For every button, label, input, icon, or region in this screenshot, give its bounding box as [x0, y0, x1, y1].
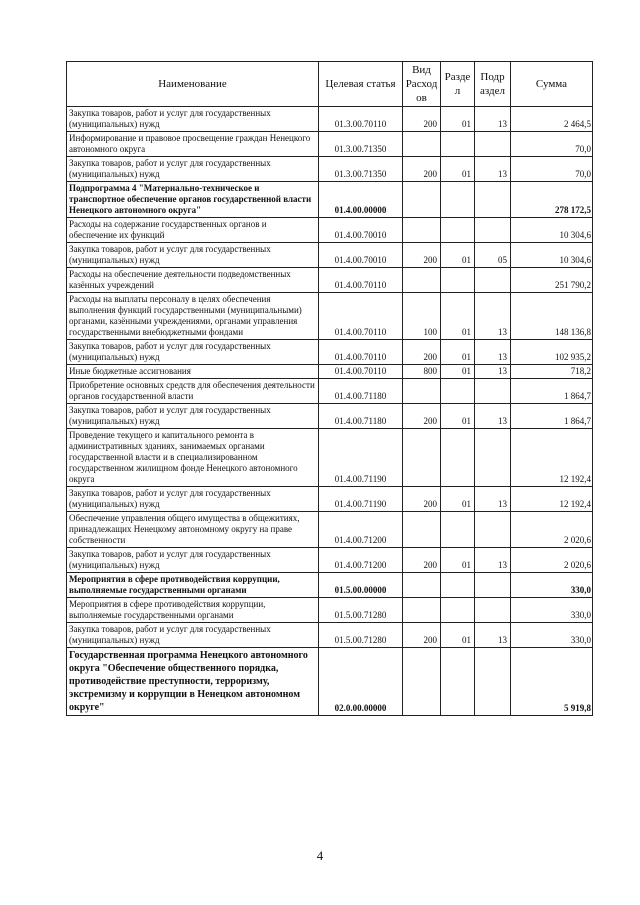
table-row [67, 340, 593, 365]
cell-sum: 70,0 [511, 157, 593, 182]
cell-podrazdel [475, 512, 511, 548]
cell-sum: 12 192,4 [511, 429, 593, 487]
cell-code: 01.4.00.00000 [319, 182, 403, 218]
cell-razdel [441, 182, 475, 218]
cell-razdel: 01 [441, 340, 475, 365]
header-razdel: Разде л [441, 62, 475, 107]
cell-vid [403, 648, 441, 716]
cell-name: Закупка товаров, работ и услуг для государственных (муниципальных) нужд [67, 404, 319, 429]
cell-name: Закупка товаров, работ и услуг для государственных (муниципальных) нужд [67, 548, 319, 573]
table-row [67, 648, 593, 716]
cell-name: Закупка товаров, работ и услуг для государственных (муниципальных) нужд [67, 340, 319, 365]
cell-name: Проведение текущего и капитального ремонта в административных зданиях, занимаемых органами государственной власти и в специализированном государственном жилищном фонде Ненецкого автономного округа [67, 429, 319, 487]
header-sum: Сумма [511, 62, 593, 107]
cell-razdel [441, 648, 475, 716]
cell-sum: 2 464,5 [511, 107, 593, 132]
cell-vid: 100 [403, 293, 441, 340]
cell-vid [403, 268, 441, 293]
cell-vid: 200 [403, 623, 441, 648]
cell-razdel [441, 218, 475, 243]
cell-vid [403, 573, 441, 598]
cell-sum: 330,0 [511, 598, 593, 623]
cell-sum: 10 304,6 [511, 218, 593, 243]
header-podrazdel: Подр аздел [475, 62, 511, 107]
cell-podrazdel [475, 429, 511, 487]
table-row [67, 157, 593, 182]
cell-name: Мероприятия в сфере противодействия коррупции, выполняемые государственными органами [67, 573, 319, 598]
cell-razdel: 01 [441, 487, 475, 512]
cell-podrazdel: 05 [475, 243, 511, 268]
cell-podrazdel [475, 573, 511, 598]
cell-sum: 70,0 [511, 132, 593, 157]
table-row [67, 293, 593, 340]
cell-podrazdel [475, 268, 511, 293]
cell-vid [403, 132, 441, 157]
cell-vid: 200 [403, 487, 441, 512]
cell-code: 01.5.00.71280 [319, 623, 403, 648]
cell-razdel: 01 [441, 623, 475, 648]
cell-code: 01.5.00.00000 [319, 573, 403, 598]
cell-vid [403, 218, 441, 243]
cell-podrazdel: 13 [475, 157, 511, 182]
cell-podrazdel: 13 [475, 365, 511, 379]
cell-podrazdel [475, 598, 511, 623]
cell-vid [403, 379, 441, 404]
cell-code: 01.3.00.71350 [319, 132, 403, 157]
cell-sum: 2 020,6 [511, 512, 593, 548]
cell-sum: 278 172,5 [511, 182, 593, 218]
cell-code: 01.4.00.71200 [319, 512, 403, 548]
cell-code: 01.3.00.71350 [319, 157, 403, 182]
cell-code: 01.4.00.70010 [319, 218, 403, 243]
cell-code: 01.4.00.71190 [319, 429, 403, 487]
cell-code: 01.4.00.70110 [319, 268, 403, 293]
cell-name: Иные бюджетные ассигнования [67, 365, 319, 379]
cell-vid [403, 512, 441, 548]
table-row [67, 487, 593, 512]
cell-podrazdel [475, 182, 511, 218]
table-header-row [67, 62, 593, 107]
cell-vid: 200 [403, 243, 441, 268]
cell-podrazdel: 13 [475, 404, 511, 429]
cell-name: Информирование и правовое просвещение граждан Ненецкого автономного округа [67, 132, 319, 157]
cell-code: 01.4.00.70110 [319, 365, 403, 379]
cell-sum: 5 919,8 [511, 648, 593, 716]
table-row [67, 218, 593, 243]
table-row [67, 598, 593, 623]
cell-name: Расходы на содержание государственных органов и обеспечение их функций [67, 218, 319, 243]
cell-razdel: 01 [441, 365, 475, 379]
cell-code: 01.5.00.71280 [319, 598, 403, 623]
cell-vid: 200 [403, 340, 441, 365]
cell-vid: 200 [403, 157, 441, 182]
cell-sum: 251 790,2 [511, 268, 593, 293]
table-row [67, 243, 593, 268]
cell-podrazdel: 13 [475, 340, 511, 365]
cell-code: 01.4.00.70110 [319, 340, 403, 365]
table-row [67, 512, 593, 548]
cell-name: Государственная программа Ненецкого автономного округа "Обеспечение общественного порядка, противодействие преступности, терроризму, экстремизму и коррупции в Ненецком автономном округе" [67, 648, 319, 716]
table-row [67, 548, 593, 573]
cell-code: 01.4.00.71190 [319, 487, 403, 512]
table-row [67, 623, 593, 648]
cell-name: Приобретение основных средств для обеспечения деятельности органов государственной власти [67, 379, 319, 404]
budget-table-sheet [66, 61, 592, 716]
cell-podrazdel: 13 [475, 487, 511, 512]
table-row [67, 404, 593, 429]
cell-razdel [441, 512, 475, 548]
cell-sum: 2 020,6 [511, 548, 593, 573]
cell-code: 01.4.00.71180 [319, 379, 403, 404]
cell-razdel [441, 429, 475, 487]
header-name: Наименование [67, 62, 319, 107]
cell-podrazdel: 13 [475, 623, 511, 648]
cell-vid: 800 [403, 365, 441, 379]
header-vid: Вид Расход ов [403, 62, 441, 107]
cell-sum: 148 136,8 [511, 293, 593, 340]
cell-name: Подпрограмма 4 "Материально-техническое и транспортное обеспечение органов государственной власти Ненецкого автономного округа" [67, 182, 319, 218]
cell-vid: 200 [403, 548, 441, 573]
table-row [67, 429, 593, 487]
cell-podrazdel [475, 218, 511, 243]
cell-sum: 12 192,4 [511, 487, 593, 512]
cell-razdel: 01 [441, 293, 475, 340]
cell-vid [403, 182, 441, 218]
header-code: Целевая статья [319, 62, 403, 107]
cell-name: Закупка товаров, работ и услуг для государственных (муниципальных) нужд [67, 157, 319, 182]
table-row [67, 107, 593, 132]
cell-code: 01.3.00.70110 [319, 107, 403, 132]
cell-code: 02.0.00.00000 [319, 648, 403, 716]
cell-razdel [441, 598, 475, 623]
cell-razdel [441, 268, 475, 293]
cell-podrazdel [475, 379, 511, 404]
table-row [67, 573, 593, 598]
table-body [67, 107, 593, 716]
table-row [67, 132, 593, 157]
cell-razdel [441, 573, 475, 598]
cell-razdel [441, 132, 475, 157]
cell-code: 01.4.00.71200 [319, 548, 403, 573]
budget-table [66, 61, 593, 716]
cell-sum: 718,2 [511, 365, 593, 379]
cell-sum: 330,0 [511, 573, 593, 598]
cell-podrazdel: 13 [475, 293, 511, 340]
cell-razdel: 01 [441, 157, 475, 182]
cell-vid: 200 [403, 107, 441, 132]
cell-name: Закупка товаров, работ и услуг для государственных (муниципальных) нужд [67, 107, 319, 132]
cell-name: Мероприятия в сфере противодействия коррупции, выполняемые государственными органами [67, 598, 319, 623]
cell-podrazdel [475, 132, 511, 157]
table-row [67, 365, 593, 379]
cell-code: 01.4.00.71180 [319, 404, 403, 429]
cell-podrazdel [475, 648, 511, 716]
cell-code: 01.4.00.70010 [319, 243, 403, 268]
cell-vid [403, 598, 441, 623]
cell-sum: 1 864,7 [511, 379, 593, 404]
cell-sum: 10 304,6 [511, 243, 593, 268]
cell-name: Расходы на выплаты персоналу в целях обеспечения выполнения функций государственными (муниципальными) органами, казёнными учреждениями, органами управления государственными внебюджетными фондами [67, 293, 319, 340]
page-number: 4 [316, 848, 324, 863]
cell-name: Закупка товаров, работ и услуг для государственных (муниципальных) нужд [67, 243, 319, 268]
cell-sum: 1 864,7 [511, 404, 593, 429]
cell-razdel: 01 [441, 243, 475, 268]
table-row [67, 379, 593, 404]
cell-name: Расходы на обеспечение деятельности подведомственных казённых учреждений [67, 268, 319, 293]
cell-vid [403, 429, 441, 487]
cell-code: 01.4.00.70110 [319, 293, 403, 340]
cell-sum: 330,0 [511, 623, 593, 648]
cell-razdel: 01 [441, 107, 475, 132]
cell-podrazdel: 13 [475, 548, 511, 573]
cell-name: Закупка товаров, работ и услуг для государственных (муниципальных) нужд [67, 623, 319, 648]
cell-razdel: 01 [441, 404, 475, 429]
cell-name: Обеспечение управления общего имущества в общежитиях, принадлежащих Ненецкому автономному округу на праве собственности [67, 512, 319, 548]
cell-razdel [441, 379, 475, 404]
table-row [67, 182, 593, 218]
cell-razdel: 01 [441, 548, 475, 573]
cell-vid: 200 [403, 404, 441, 429]
cell-sum: 102 935,2 [511, 340, 593, 365]
table-row [67, 268, 593, 293]
cell-podrazdel: 13 [475, 107, 511, 132]
cell-name: Закупка товаров, работ и услуг для государственных (муниципальных) нужд [67, 487, 319, 512]
